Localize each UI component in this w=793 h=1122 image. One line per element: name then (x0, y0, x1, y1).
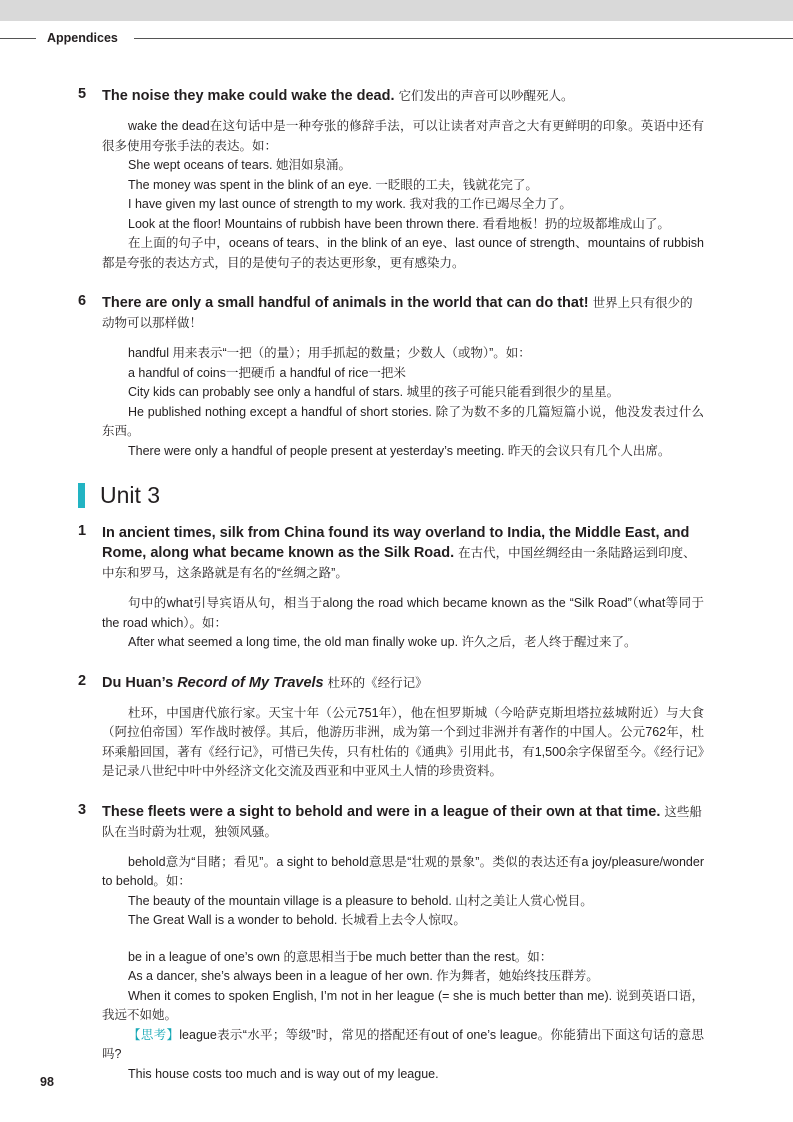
example-sentence: There were only a handful of people present at yesterday’s meeting. 昨天的会议只有几个人出席。 (128, 443, 671, 458)
unit-heading (78, 481, 704, 511)
unit-accent-bar (78, 483, 85, 508)
think-prompt (102, 1026, 704, 1065)
example-sentence: As a dancer, she’s always been in a league of her own. 作为舞者，她始终技压群芳。 (128, 969, 599, 983)
note-heading-name: Du Huan’s (102, 674, 174, 691)
note-number: 2 (78, 672, 87, 689)
note-number: 1 (78, 523, 87, 539)
note-body (102, 853, 704, 1085)
note-number: 5 (78, 86, 87, 102)
example-sentence: Look at the floor! Mountains of rubbish have been thrown there. 看看地板！扔的垃圾都堆成山了。 (128, 216, 670, 231)
note-heading (102, 673, 704, 693)
note-heading (102, 802, 704, 842)
page-number: 98 (40, 1075, 54, 1089)
example-sentence: This house costs too much and is way out of my league. (128, 1066, 439, 1081)
example-sentence: a handful of coins一把硬币 a handful of rice一把米 (128, 365, 406, 380)
note-item-6 (78, 293, 704, 461)
note-item-u3-2 (78, 673, 704, 782)
note-body (102, 594, 704, 653)
paragraph-gap (102, 931, 704, 948)
think-tag: 【思考】 (128, 1027, 180, 1042)
note-number: 6 (78, 293, 87, 309)
example-sentence: The beauty of the mountain village is a pleasure to behold. 山村之美让人赏心悦目。 (128, 893, 593, 908)
running-header: Appendices (47, 31, 118, 45)
note-heading-zh: 世界上只有很少的动物可以那样做！ (102, 296, 693, 330)
think-text: league表示“水平；等级”时，常见的搭配还有out of one’s league。你能猜出下面这句话的意思吗? (102, 1027, 704, 1061)
header-rule-left (0, 38, 36, 39)
note-heading (102, 293, 704, 333)
note-heading-zh: 在古代，中国丝绸经由一条陆路运到印度、中东和罗马，这条路就是有名的“丝绸之路”。 (102, 546, 696, 580)
example-sentence: City kids can probably see only a handful of stars. 城里的孩子可能只能看到很少的星星。 (128, 385, 620, 399)
note-heading-en: The noise they make could wake the dead. (102, 88, 395, 104)
note-paragraph: 杜环，中国唐代旅行家。天宝十年（公元751年），他在怛罗斯城（今哈萨克斯坦塔拉兹城附近）与大食（阿拉伯帝国）军作战时被俘。其后，他游历非洲，成为第一个到过非洲并有著作的中国人。公元762年，杜环乘船回国，著有《经行记》，可惜已失传，只有杜佑的《通典》引用此书，有1,500余字保留至今。《经行记》是记录八世纪中叶中外经济文化交流及西亚和中亚风土人情的珍贵资料。 (102, 705, 704, 778)
note-heading-en: In ancient times, silk from China found its way overland to India, the Middle East, and Rome, along what became known as the Silk Road. (102, 525, 690, 561)
example-sentence: After what seemed a long time, the old man finally woke up. 许久之后，老人终于醒过来了。 (128, 635, 637, 649)
note-paragraph: be in a league of one’s own 的意思相当于be much better than the rest。如： (128, 949, 553, 964)
note-heading-en: These fleets were a sight to behold and were in a league of their own at that time. (102, 803, 661, 820)
top-band (0, 0, 793, 21)
note-heading-zh: 这些船队在当时蔚为壮观，独领风骚。 (102, 804, 702, 839)
note-body (102, 704, 704, 782)
note-heading (102, 86, 704, 106)
note-body (102, 117, 704, 273)
example-sentence: He published nothing except a handful of short stories. 除了为数不多的几篇短篇小说，他没发表过什么东西。 (102, 404, 704, 438)
note-item-u3-3 (78, 802, 704, 1085)
note-paragraph: 句中的what引导宾语从句，相当于along the road which became known as the “Silk Road”（what等同于the road which）。如： (102, 596, 704, 630)
header-rule-right (134, 38, 793, 39)
example-sentence: She wept oceans of tears. 她泪如泉涌。 (128, 158, 352, 172)
example-sentence: I have given my last ounce of strength to my work. 我对我的工作已竭尽全力了。 (128, 197, 572, 211)
note-paragraph: handful 用来表示“一把（的量）；用手抓起的数量；少数人（或物）”。如： (128, 346, 531, 360)
example-sentence: The Great Wall is a wonder to behold. 长城看上去令人惊叹。 (128, 913, 466, 927)
example-sentence: When it comes to spoken English, I’m not in her league (= she is much better than me). 说到英语口语，我远不如她。 (102, 988, 704, 1022)
unit-title: Unit 3 (100, 482, 161, 508)
note-heading (102, 523, 704, 583)
note-paragraph: wake the dead在这句话中是一种夸张的修辞手法，可以让读者对声音之大有更鲜明的印象。英语中还有很多使用夸张手法的表达。如： (102, 119, 704, 153)
note-item-u3-1 (78, 523, 704, 653)
example-sentence: The money was spent in the blink of an eye. 一眨眼的工夫，钱就花完了。 (128, 177, 538, 192)
note-heading-en: There are only a small handful of animals in the world that can do that! (102, 295, 589, 311)
note-item-5 (78, 86, 704, 273)
note-number: 3 (78, 801, 87, 818)
note-heading-zh: 杜环的《经行记》 (327, 675, 428, 690)
note-heading-zh: 它们发出的声音可以吵醒死人。 (398, 89, 574, 103)
page-content (78, 86, 704, 1084)
note-paragraph: behold意为“目睹；看见”。a sight to behold意思是“壮观的景象”。类似的表达还有a joy/pleasure/wonder to behold。如： (102, 854, 704, 888)
note-paragraph: 在上面的句子中，oceans of tears、in the blink of an eye、last ounce of strength、mountains of rubbish都是夸张的表达方式，目的是使句子的表达更形象，更有感染力。 (102, 236, 704, 270)
note-body (102, 344, 704, 461)
note-heading-book-title: Record of My Travels (177, 674, 324, 691)
